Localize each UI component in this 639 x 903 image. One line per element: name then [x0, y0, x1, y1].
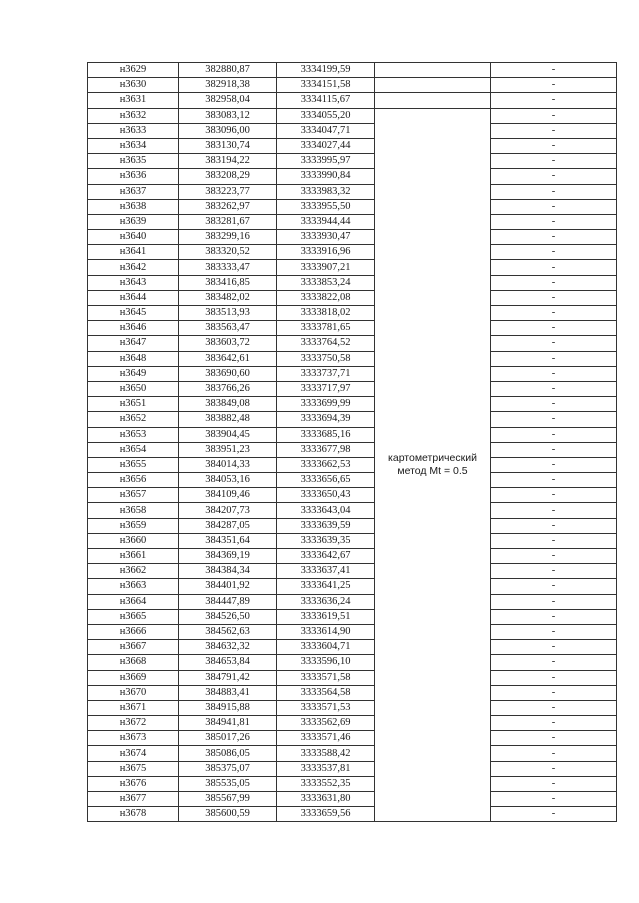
mark-cell: - [491, 746, 617, 761]
mark-cell: - [491, 442, 617, 457]
y-coordinate-cell: 3333907,21 [277, 260, 375, 275]
table-row [88, 807, 617, 822]
point-number-cell: н3666 [88, 624, 179, 639]
table-row [88, 93, 617, 108]
y-coordinate-cell: 3334055,20 [277, 108, 375, 123]
x-coordinate-cell: 383299,16 [179, 230, 277, 245]
x-coordinate-cell: 383320,52 [179, 245, 277, 260]
x-coordinate-cell: 384053,16 [179, 473, 277, 488]
y-coordinate-cell: 3333571,53 [277, 700, 375, 715]
y-coordinate-cell: 3333636,24 [277, 594, 375, 609]
point-number-cell: н3662 [88, 564, 179, 579]
mark-cell: - [491, 381, 617, 396]
point-number-cell: н3630 [88, 78, 179, 93]
y-coordinate-cell: 3333537,81 [277, 761, 375, 776]
y-coordinate-cell: 3333916,96 [277, 245, 375, 260]
table-row [88, 78, 617, 93]
y-coordinate-cell: 3334047,71 [277, 123, 375, 138]
mark-cell: - [491, 214, 617, 229]
determination-method-cell [375, 108, 491, 822]
table-row [88, 549, 617, 564]
x-coordinate-cell: 382958,04 [179, 93, 277, 108]
point-number-cell: н3676 [88, 776, 179, 791]
mark-cell: - [491, 154, 617, 169]
y-coordinate-cell: 3333694,39 [277, 412, 375, 427]
x-coordinate-cell: 384014,33 [179, 457, 277, 472]
point-number-cell: н3675 [88, 761, 179, 776]
table-row [88, 579, 617, 594]
y-coordinate-cell: 3333552,35 [277, 776, 375, 791]
y-coordinate-cell: 3333983,32 [277, 184, 375, 199]
table-row [88, 63, 617, 78]
y-coordinate-cell: 3333737,71 [277, 366, 375, 381]
coordinates-table [87, 62, 617, 822]
y-coordinate-cell: 3333930,47 [277, 230, 375, 245]
y-coordinate-cell: 3333659,56 [277, 807, 375, 822]
table-row [88, 518, 617, 533]
point-number-cell: н3672 [88, 716, 179, 731]
x-coordinate-cell: 385535,05 [179, 776, 277, 791]
method-accuracy: метод Mt = 0.5 [397, 464, 468, 477]
x-coordinate-cell: 384653,84 [179, 655, 277, 670]
x-coordinate-cell: 383281,67 [179, 214, 277, 229]
point-number-cell: н3654 [88, 442, 179, 457]
mark-cell: - [491, 306, 617, 321]
point-number-cell: н3664 [88, 594, 179, 609]
table-row [88, 366, 617, 381]
point-number-cell: н3639 [88, 214, 179, 229]
table-row [88, 670, 617, 685]
point-number-cell: н3635 [88, 154, 179, 169]
y-coordinate-cell: 3333650,43 [277, 488, 375, 503]
y-coordinate-cell: 3333571,46 [277, 731, 375, 746]
point-number-cell: н3643 [88, 275, 179, 290]
x-coordinate-cell: 383882,48 [179, 412, 277, 427]
mark-cell: - [491, 457, 617, 472]
mark-cell: - [491, 488, 617, 503]
mark-cell: - [491, 336, 617, 351]
x-coordinate-cell: 384941,81 [179, 716, 277, 731]
x-coordinate-cell: 383642,61 [179, 351, 277, 366]
table-row [88, 731, 617, 746]
table-row [88, 761, 617, 776]
table-row [88, 199, 617, 214]
mark-cell: - [491, 655, 617, 670]
mark-cell: - [491, 685, 617, 700]
x-coordinate-cell: 383904,45 [179, 427, 277, 442]
mark-cell: - [491, 93, 617, 108]
point-number-cell: н3653 [88, 427, 179, 442]
x-coordinate-cell: 384207,73 [179, 503, 277, 518]
y-coordinate-cell: 3333853,24 [277, 275, 375, 290]
y-coordinate-cell: 3333995,97 [277, 154, 375, 169]
table-row [88, 640, 617, 655]
mark-cell: - [491, 792, 617, 807]
table-row [88, 609, 617, 624]
method-name: картометрический [388, 451, 477, 464]
y-coordinate-cell: 3333699,99 [277, 397, 375, 412]
mark-cell: - [491, 700, 617, 715]
mark-cell: - [491, 366, 617, 381]
point-number-cell: н3632 [88, 108, 179, 123]
point-number-cell: н3631 [88, 93, 179, 108]
x-coordinate-cell: 384562,63 [179, 624, 277, 639]
y-coordinate-cell: 3333641,25 [277, 579, 375, 594]
x-coordinate-cell: 385017,26 [179, 731, 277, 746]
mark-cell: - [491, 230, 617, 245]
x-coordinate-cell: 384447,89 [179, 594, 277, 609]
table-row [88, 321, 617, 336]
table-row [88, 336, 617, 351]
y-coordinate-cell: 3333717,97 [277, 381, 375, 396]
mark-cell: - [491, 260, 617, 275]
x-coordinate-cell: 383130,74 [179, 138, 277, 153]
point-number-cell: н3674 [88, 746, 179, 761]
y-coordinate-cell: 3334027,44 [277, 138, 375, 153]
point-number-cell: н3638 [88, 199, 179, 214]
y-coordinate-cell: 3333571,58 [277, 670, 375, 685]
point-number-cell: н3629 [88, 63, 179, 78]
mark-cell: - [491, 245, 617, 260]
x-coordinate-cell: 383208,29 [179, 169, 277, 184]
point-number-cell: н3669 [88, 670, 179, 685]
point-number-cell: н3641 [88, 245, 179, 260]
mark-cell: - [491, 609, 617, 624]
y-coordinate-cell: 3333944,44 [277, 214, 375, 229]
y-coordinate-cell: 3333562,69 [277, 716, 375, 731]
table-row [88, 442, 617, 457]
y-coordinate-cell: 3333637,41 [277, 564, 375, 579]
x-coordinate-cell: 385567,99 [179, 792, 277, 807]
table-row [88, 108, 617, 123]
x-coordinate-cell: 384287,05 [179, 518, 277, 533]
method-cell-empty [375, 63, 491, 78]
x-coordinate-cell: 383416,85 [179, 275, 277, 290]
y-coordinate-cell: 3333596,10 [277, 655, 375, 670]
y-coordinate-cell: 3333955,50 [277, 199, 375, 214]
point-number-cell: н3661 [88, 549, 179, 564]
point-number-cell: н3650 [88, 381, 179, 396]
table-row [88, 397, 617, 412]
x-coordinate-cell: 384351,64 [179, 533, 277, 548]
y-coordinate-cell: 3333764,52 [277, 336, 375, 351]
point-number-cell: н3640 [88, 230, 179, 245]
x-coordinate-cell: 384791,42 [179, 670, 277, 685]
table-row [88, 306, 617, 321]
table-row [88, 154, 617, 169]
y-coordinate-cell: 3333639,35 [277, 533, 375, 548]
table-row [88, 230, 617, 245]
point-number-cell: н3645 [88, 306, 179, 321]
point-number-cell: н3678 [88, 807, 179, 822]
mark-cell: - [491, 716, 617, 731]
y-coordinate-cell: 3334199,59 [277, 63, 375, 78]
point-number-cell: н3649 [88, 366, 179, 381]
mark-cell: - [491, 761, 617, 776]
x-coordinate-cell: 383083,12 [179, 108, 277, 123]
table-row [88, 351, 617, 366]
x-coordinate-cell: 383766,26 [179, 381, 277, 396]
table-body [88, 63, 617, 822]
x-coordinate-cell: 385375,07 [179, 761, 277, 776]
point-number-cell: н3657 [88, 488, 179, 503]
y-coordinate-cell: 3333750,58 [277, 351, 375, 366]
mark-cell: - [491, 427, 617, 442]
point-number-cell: н3667 [88, 640, 179, 655]
point-number-cell: н3634 [88, 138, 179, 153]
table-row [88, 746, 617, 761]
x-coordinate-cell: 385086,05 [179, 746, 277, 761]
mark-cell: - [491, 776, 617, 791]
point-number-cell: н3656 [88, 473, 179, 488]
mark-cell: - [491, 108, 617, 123]
y-coordinate-cell: 3333677,98 [277, 442, 375, 457]
point-number-cell: н3659 [88, 518, 179, 533]
x-coordinate-cell: 384109,46 [179, 488, 277, 503]
mark-cell: - [491, 564, 617, 579]
mark-cell: - [491, 533, 617, 548]
mark-cell: - [491, 412, 617, 427]
point-number-cell: н3642 [88, 260, 179, 275]
x-coordinate-cell: 384401,92 [179, 579, 277, 594]
point-number-cell: н3637 [88, 184, 179, 199]
x-coordinate-cell: 382880,87 [179, 63, 277, 78]
table-row [88, 138, 617, 153]
mark-cell: - [491, 199, 617, 214]
mark-cell: - [491, 397, 617, 412]
point-number-cell: н3660 [88, 533, 179, 548]
table-row [88, 275, 617, 290]
point-number-cell: н3652 [88, 412, 179, 427]
table-row [88, 700, 617, 715]
table-row [88, 457, 617, 472]
y-coordinate-cell: 3333604,71 [277, 640, 375, 655]
point-number-cell: н3673 [88, 731, 179, 746]
x-coordinate-cell: 384369,19 [179, 549, 277, 564]
point-number-cell: н3658 [88, 503, 179, 518]
x-coordinate-cell: 383194,22 [179, 154, 277, 169]
y-coordinate-cell: 3333631,80 [277, 792, 375, 807]
point-number-cell: н3677 [88, 792, 179, 807]
x-coordinate-cell: 384384,34 [179, 564, 277, 579]
mark-cell: - [491, 351, 617, 366]
table-row [88, 776, 617, 791]
table-row [88, 290, 617, 305]
mark-cell: - [491, 670, 617, 685]
mark-cell: - [491, 518, 617, 533]
point-number-cell: н3665 [88, 609, 179, 624]
x-coordinate-cell: 382918,38 [179, 78, 277, 93]
mark-cell: - [491, 275, 617, 290]
x-coordinate-cell: 383513,93 [179, 306, 277, 321]
y-coordinate-cell: 3333564,58 [277, 685, 375, 700]
table-row [88, 123, 617, 138]
mark-cell: - [491, 579, 617, 594]
mark-cell: - [491, 624, 617, 639]
table-row [88, 214, 617, 229]
x-coordinate-cell: 383690,60 [179, 366, 277, 381]
mark-cell: - [491, 63, 617, 78]
x-coordinate-cell: 383603,72 [179, 336, 277, 351]
table-row [88, 624, 617, 639]
x-coordinate-cell: 383333,47 [179, 260, 277, 275]
y-coordinate-cell: 3333639,59 [277, 518, 375, 533]
y-coordinate-cell: 3333822,08 [277, 290, 375, 305]
x-coordinate-cell: 383096,00 [179, 123, 277, 138]
table-row [88, 260, 617, 275]
y-coordinate-cell: 3334115,67 [277, 93, 375, 108]
mark-cell: - [491, 807, 617, 822]
point-number-cell: н3633 [88, 123, 179, 138]
point-number-cell: н3655 [88, 457, 179, 472]
x-coordinate-cell: 383223,77 [179, 184, 277, 199]
y-coordinate-cell: 3333818,02 [277, 306, 375, 321]
point-number-cell: н3644 [88, 290, 179, 305]
mark-cell: - [491, 169, 617, 184]
table-row [88, 503, 617, 518]
y-coordinate-cell: 3334151,58 [277, 78, 375, 93]
mark-cell: - [491, 78, 617, 93]
y-coordinate-cell: 3333656,65 [277, 473, 375, 488]
method-cell-empty [375, 93, 491, 108]
point-number-cell: н3663 [88, 579, 179, 594]
y-coordinate-cell: 3333642,67 [277, 549, 375, 564]
y-coordinate-cell: 3333662,53 [277, 457, 375, 472]
table-row [88, 594, 617, 609]
point-number-cell: н3636 [88, 169, 179, 184]
table-row [88, 184, 617, 199]
point-number-cell: н3651 [88, 397, 179, 412]
table-row [88, 245, 617, 260]
mark-cell: - [491, 290, 617, 305]
y-coordinate-cell: 3333619,51 [277, 609, 375, 624]
point-number-cell: н3648 [88, 351, 179, 366]
table-row [88, 473, 617, 488]
point-number-cell: н3668 [88, 655, 179, 670]
table-row [88, 169, 617, 184]
table-row [88, 381, 617, 396]
x-coordinate-cell: 383563,47 [179, 321, 277, 336]
point-number-cell: н3647 [88, 336, 179, 351]
x-coordinate-cell: 383849,08 [179, 397, 277, 412]
point-number-cell: н3670 [88, 685, 179, 700]
y-coordinate-cell: 3333588,42 [277, 746, 375, 761]
mark-cell: - [491, 594, 617, 609]
table-row [88, 792, 617, 807]
table-row [88, 564, 617, 579]
method-cell-empty [375, 78, 491, 93]
x-coordinate-cell: 384883,41 [179, 685, 277, 700]
mark-cell: - [491, 138, 617, 153]
mark-cell: - [491, 731, 617, 746]
y-coordinate-cell: 3333614,90 [277, 624, 375, 639]
y-coordinate-cell: 3333685,16 [277, 427, 375, 442]
y-coordinate-cell: 3333643,04 [277, 503, 375, 518]
mark-cell: - [491, 123, 617, 138]
mark-cell: - [491, 184, 617, 199]
x-coordinate-cell: 383262,97 [179, 199, 277, 214]
point-number-cell: н3646 [88, 321, 179, 336]
mark-cell: - [491, 321, 617, 336]
table-row [88, 716, 617, 731]
point-number-cell: н3671 [88, 700, 179, 715]
y-coordinate-cell: 3333990,84 [277, 169, 375, 184]
mark-cell: - [491, 503, 617, 518]
mark-cell: - [491, 473, 617, 488]
x-coordinate-cell: 384915,88 [179, 700, 277, 715]
mark-cell: - [491, 640, 617, 655]
table-row [88, 655, 617, 670]
mark-cell: - [491, 549, 617, 564]
table-row [88, 685, 617, 700]
x-coordinate-cell: 383951,23 [179, 442, 277, 457]
table-row [88, 412, 617, 427]
table-row [88, 427, 617, 442]
x-coordinate-cell: 383482,02 [179, 290, 277, 305]
x-coordinate-cell: 384526,50 [179, 609, 277, 624]
table-row [88, 488, 617, 503]
y-coordinate-cell: 3333781,65 [277, 321, 375, 336]
table-row [88, 533, 617, 548]
x-coordinate-cell: 384632,32 [179, 640, 277, 655]
x-coordinate-cell: 385600,59 [179, 807, 277, 822]
